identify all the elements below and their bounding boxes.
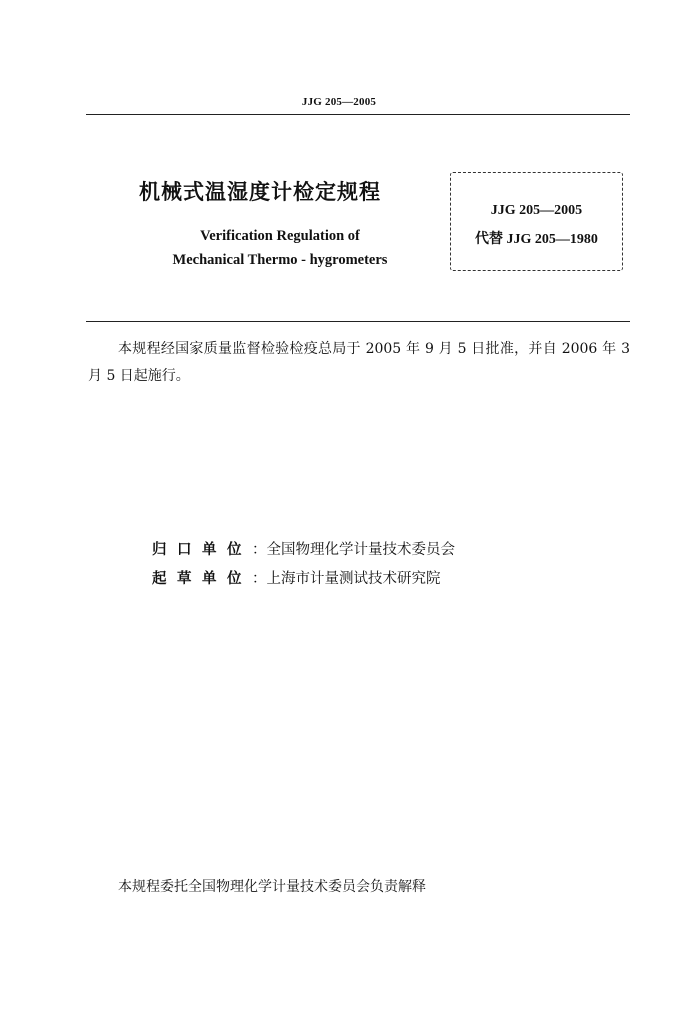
header-rule [86, 114, 630, 115]
responsible-unit-separator: ： [252, 542, 267, 558]
title-rule [86, 321, 630, 322]
standard-code: JJG 205—2005 [490, 203, 583, 218]
replaces-code: 代替 JJG 205—1980 [475, 232, 598, 247]
drafting-unit-separator: ： [252, 571, 267, 587]
responsible-unit-row [152, 538, 455, 559]
drafting-unit-label: 起 草 单 位 [152, 571, 242, 587]
title-english-line2: Mechanical Thermo - hygrometers [172, 252, 388, 268]
running-header: JJG 205—2005 [301, 96, 377, 108]
approval-paragraph: 本规程经国家质量监督检验检疫总局于 2005 年 9 月 5 日批准，并自 2006 年 3 月 5 日起施行。 [88, 341, 630, 384]
drafting-unit-value: 上海市计量测试技术研究院 [266, 571, 441, 587]
title-english-line1: Verification Regulation of [200, 228, 360, 244]
interpretation-note: 本规程委托全国物理化学计量技术委员会负责解释 [118, 879, 426, 895]
responsible-unit-value: 全国物理化学计量技术委员会 [266, 542, 455, 558]
responsible-unit-label: 归 口 单 位 [152, 542, 242, 558]
drafting-unit-row [152, 567, 441, 588]
standard-code-box [450, 172, 623, 271]
title-chinese: 机械式温湿度计检定规程 [139, 180, 381, 204]
